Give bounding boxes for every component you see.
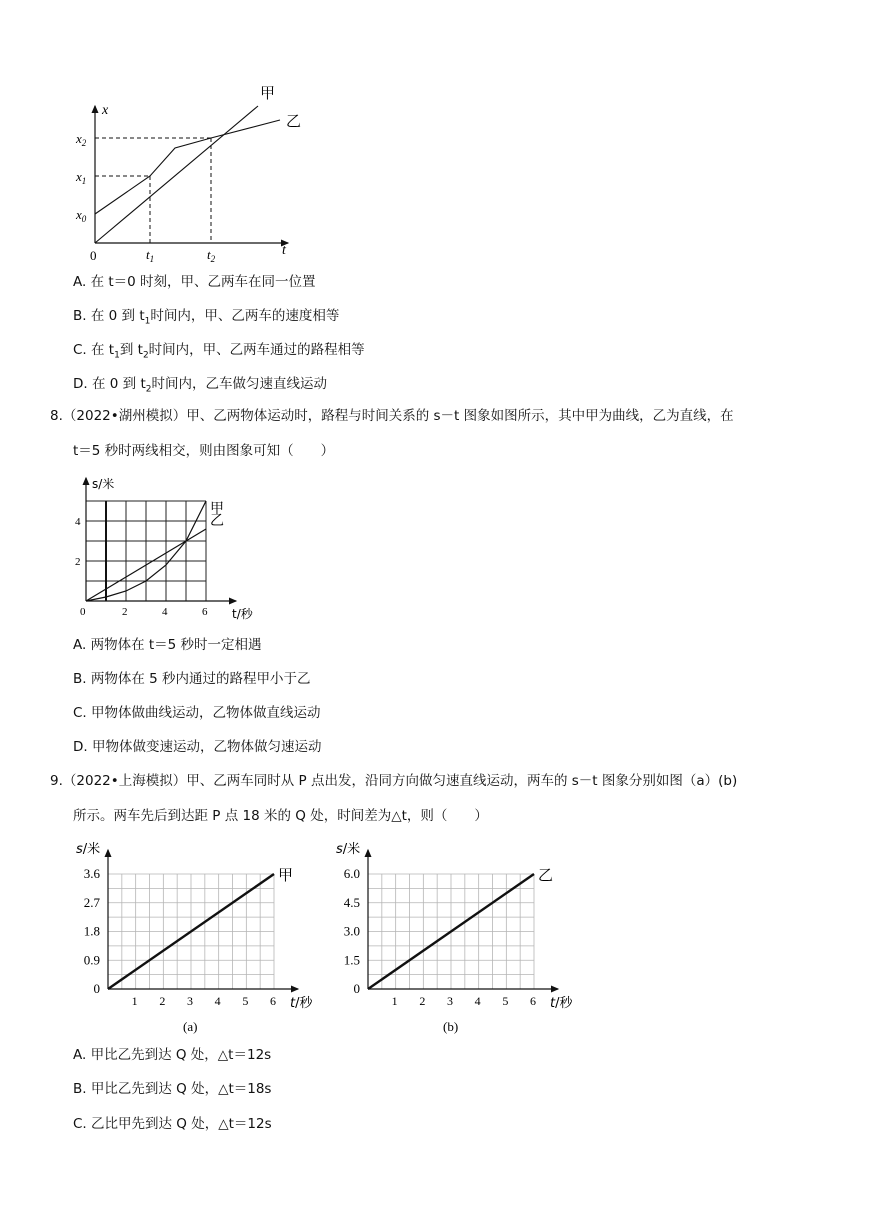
- question-number: 9.: [50, 773, 63, 789]
- option-letter: C.: [73, 1116, 87, 1132]
- origin-label: 0: [90, 248, 97, 263]
- q9-chart-b: [330, 836, 590, 1036]
- question-stem: t＝5 秒时两线相交，则由图象可知（ ）: [73, 443, 335, 459]
- q7-option-b: [73, 306, 339, 332]
- q9-option-b: [73, 1079, 271, 1099]
- legend-label: 甲: [210, 501, 224, 517]
- option-letter: C.: [73, 705, 87, 721]
- option-letter: D.: [73, 739, 88, 755]
- q8-stem-line1: [50, 406, 734, 426]
- yi-line-label: 乙: [286, 112, 302, 130]
- subscript: 2: [145, 384, 152, 395]
- option-text: 甲物体做曲线运动，乙物体做直线运动: [91, 705, 321, 721]
- option-letter: B.: [73, 308, 87, 324]
- x-tick-label: 3: [447, 994, 453, 1008]
- x-axis-label: t/秒: [550, 996, 573, 1011]
- y-tick-label: 3.0: [343, 923, 360, 939]
- x-tick-label: 6: [270, 994, 276, 1008]
- line-yi: [95, 120, 280, 214]
- y-tick-label: 4: [75, 516, 81, 528]
- option-letter: A.: [73, 274, 87, 290]
- option-text: 甲比乙先到达 Q 处，△t＝18s: [90, 1081, 272, 1097]
- q9-chart-a: [70, 836, 330, 1036]
- x0-label: $x_0$: [76, 207, 87, 224]
- x-axis-label: t/秒: [232, 607, 253, 621]
- xt-diagram: [60, 78, 320, 266]
- line-jia: [95, 106, 258, 243]
- subscript: 1: [144, 316, 151, 327]
- option-text-pre: 在 0 到 t: [91, 376, 146, 392]
- x-tick-label: 1: [131, 994, 138, 1008]
- y-tick-label: 1.5: [343, 952, 360, 968]
- option-text: 两物体在 5 秒内通过的路程甲小于乙: [90, 671, 311, 687]
- question-stem: 甲、乙两车同时从 P 点出发，沿同方向做匀速直线运动，两车的 s－t 图象分别如图（a）(b): [186, 773, 738, 789]
- subscript: 2: [142, 350, 149, 361]
- x-tick-label: 4: [474, 994, 481, 1008]
- option-text: 乙比甲先到达 Q 处，△t＝12s: [91, 1116, 272, 1132]
- option-letter: A.: [73, 1047, 87, 1063]
- q9-option-c: [73, 1114, 272, 1134]
- y-axis-label: s/米: [336, 842, 361, 857]
- x-tick-label: 4: [162, 606, 168, 618]
- legend-label: 乙: [210, 513, 224, 529]
- option-text-post: 时间内，乙车做匀速直线运动: [151, 376, 327, 392]
- y-tick-label: 2.7: [83, 894, 100, 910]
- option-letter: C.: [73, 342, 87, 358]
- y-tick-label: 1.8: [83, 923, 100, 939]
- x-axis-label: t/秒: [290, 996, 313, 1011]
- y-tick-label: 3.6: [83, 866, 100, 881]
- q7-option-c: [73, 340, 365, 366]
- q9-stem-line2: [73, 806, 488, 826]
- x-tick-label: 2: [419, 994, 426, 1008]
- question-number: 8.: [50, 408, 63, 424]
- subscript: 1: [114, 350, 120, 361]
- option-text-post: 时间内，甲、乙两车的速度相等: [150, 308, 340, 324]
- option-text: 甲物体做变速运动，乙物体做匀速运动: [91, 739, 322, 755]
- option-text: 在 t＝0 时刻，甲、乙两车在同一位置: [90, 274, 316, 290]
- option-letter: A.: [73, 637, 87, 653]
- y-tick-label: 6.0: [343, 866, 360, 881]
- t1-label: $t_1$: [146, 247, 155, 264]
- option-letter: B.: [73, 671, 87, 687]
- t2-label: $t_2$: [207, 247, 216, 264]
- q8-option-c: [73, 703, 321, 723]
- x-tick-label: 6: [530, 994, 536, 1008]
- x1-label: $x_1$: [76, 169, 87, 186]
- legend-label: 甲: [278, 866, 294, 884]
- figure-caption: (a): [183, 1019, 198, 1034]
- option-text-pre: 在 t: [91, 342, 115, 358]
- x-tick-label: 2: [159, 994, 166, 1008]
- x-tick-label: 5: [242, 994, 249, 1008]
- question-stem: 所示。两车先后到达距 P 点 18 米的 Q 处，时间差为△t，则（ ）: [73, 808, 488, 824]
- y-tick-label: 2: [75, 556, 81, 568]
- x-tick-label: 1: [391, 994, 398, 1008]
- q9-option-a: [73, 1045, 271, 1065]
- x-tick-label: 4: [214, 994, 221, 1008]
- y-tick-label: 4.5: [343, 894, 360, 910]
- y-axis-label: s/米: [76, 842, 101, 857]
- option-text: 两物体在 t＝5 秒时一定相遇: [90, 637, 262, 653]
- q7-option-a: [73, 272, 316, 292]
- q7-option-d: [73, 374, 327, 400]
- y-tick-label: 0: [353, 981, 360, 996]
- x2-label: $x_2$: [76, 131, 87, 148]
- y-axis-label: s/米: [92, 477, 115, 491]
- q8-st-chart: [68, 472, 268, 632]
- x-tick-label: 3: [187, 994, 193, 1008]
- x-tick-label: 6: [202, 606, 208, 618]
- option-text: 甲比乙先到达 Q 处，△t＝12s: [90, 1047, 272, 1063]
- y-tick-label: 0: [93, 981, 100, 996]
- y-tick-label: 0.9: [83, 952, 100, 968]
- y-axis-label: x: [102, 103, 109, 118]
- option-letter: B.: [73, 1081, 87, 1097]
- q8-option-d: [73, 737, 321, 757]
- x-tick-label: 2: [122, 606, 128, 618]
- q8-option-a: [73, 635, 262, 655]
- q8-stem-line2: [73, 441, 334, 461]
- question-stem: 甲、乙两物体运动时，路程与时间关系的 s－t 图象如图所示，其中甲为曲线，乙为直线，在: [186, 408, 734, 424]
- question-source: （2022•上海模拟）: [62, 773, 187, 789]
- x-tick-label: 0: [80, 606, 86, 618]
- legend-label: 乙: [538, 866, 554, 884]
- q8-option-b: [73, 669, 311, 689]
- option-text-post: 时间内，甲、乙两车通过的路程相等: [148, 342, 365, 358]
- x-axis-label: t: [282, 243, 286, 258]
- question-source: （2022•湖州模拟）: [62, 408, 187, 424]
- option-text-mid: 到 t: [119, 342, 143, 358]
- q9-stem-line1: [50, 771, 737, 791]
- jia-line-label: 甲: [260, 84, 276, 102]
- figure-caption: (b): [443, 1019, 459, 1034]
- option-letter: D.: [73, 376, 88, 392]
- x-tick-label: 5: [502, 994, 509, 1008]
- option-text-pre: 在 0 到 t: [90, 308, 145, 324]
